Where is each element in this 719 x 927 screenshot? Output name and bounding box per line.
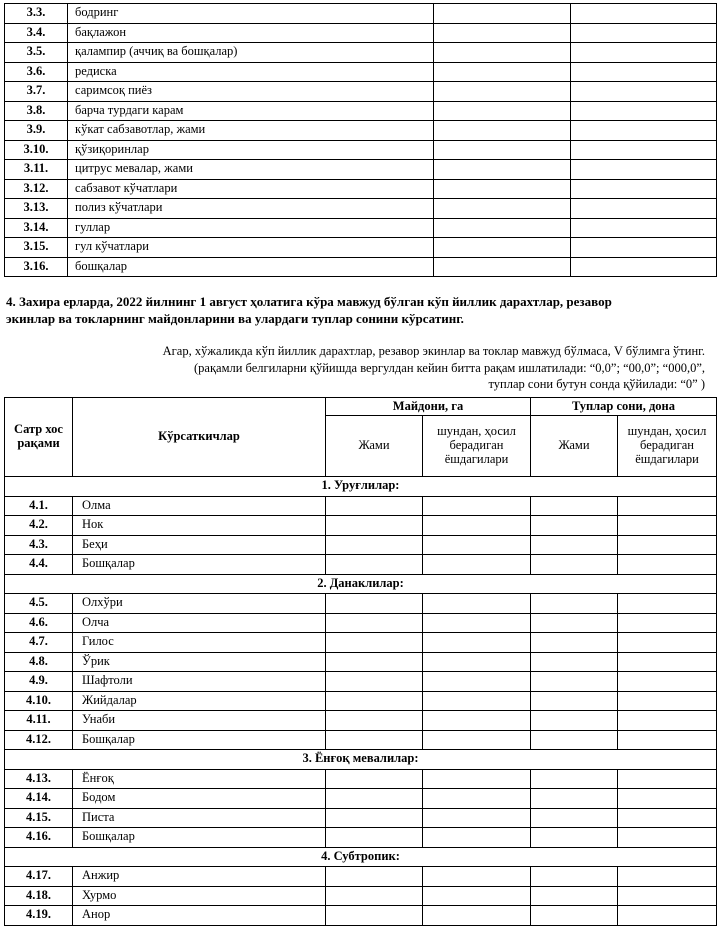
row-number: 4.4. bbox=[5, 555, 73, 575]
area-total-cell[interactable] bbox=[326, 496, 423, 516]
row-label: Олхўри bbox=[73, 594, 326, 614]
header-bushes-total: Жами bbox=[531, 416, 618, 477]
row-label: гуллар bbox=[68, 218, 434, 238]
bushes-bearing-cell[interactable] bbox=[618, 594, 717, 614]
area-bearing-cell[interactable] bbox=[423, 769, 531, 789]
row-number: 3.12. bbox=[5, 179, 68, 199]
row-label: редиска bbox=[68, 62, 434, 82]
bushes-bearing-cell[interactable] bbox=[618, 730, 717, 750]
group-row bbox=[5, 847, 717, 867]
value-cell[interactable] bbox=[571, 218, 717, 238]
bushes-total-cell[interactable] bbox=[531, 886, 618, 906]
value-cell[interactable] bbox=[434, 140, 571, 160]
area-bearing-cell[interactable] bbox=[423, 496, 531, 516]
bushes-total-cell[interactable] bbox=[531, 867, 618, 887]
bushes-total-cell[interactable] bbox=[531, 672, 618, 692]
bushes-total-cell[interactable] bbox=[531, 906, 618, 926]
row-number: 3.8. bbox=[5, 101, 68, 121]
table-row bbox=[5, 23, 717, 43]
bushes-total-cell[interactable] bbox=[531, 496, 618, 516]
area-total-cell[interactable] bbox=[326, 730, 423, 750]
area-total-cell[interactable] bbox=[326, 711, 423, 731]
area-total-cell[interactable] bbox=[326, 672, 423, 692]
row-number: 3.5. bbox=[5, 43, 68, 63]
area-bearing-cell[interactable] bbox=[423, 672, 531, 692]
row-label: бодринг bbox=[68, 4, 434, 24]
header-bushes-bearing: шундан, ҳосил берадиган ёшдагилари bbox=[618, 416, 717, 477]
value-cell[interactable] bbox=[571, 43, 717, 63]
area-bearing-cell[interactable] bbox=[423, 828, 531, 848]
bushes-bearing-cell[interactable] bbox=[618, 711, 717, 731]
row-label: Писта bbox=[73, 808, 326, 828]
table-row bbox=[5, 535, 717, 555]
bushes-bearing-cell[interactable] bbox=[618, 867, 717, 887]
header-area-total: Жами bbox=[326, 416, 423, 477]
area-total-cell[interactable] bbox=[326, 906, 423, 926]
value-cell[interactable] bbox=[434, 121, 571, 141]
value-cell[interactable] bbox=[571, 82, 717, 102]
header-bushes: Туплар сони, дона bbox=[531, 398, 717, 416]
area-bearing-cell[interactable] bbox=[423, 652, 531, 672]
bushes-bearing-cell[interactable] bbox=[618, 535, 717, 555]
table-row bbox=[5, 160, 717, 180]
row-label: Жийдалар bbox=[73, 691, 326, 711]
table-row bbox=[5, 672, 717, 692]
group-row bbox=[5, 574, 717, 594]
row-label: Бошқалар bbox=[73, 828, 326, 848]
bushes-bearing-cell[interactable] bbox=[618, 496, 717, 516]
area-total-cell[interactable] bbox=[326, 652, 423, 672]
table-row bbox=[5, 711, 717, 731]
value-cell[interactable] bbox=[434, 160, 571, 180]
value-cell[interactable] bbox=[434, 101, 571, 121]
value-cell[interactable] bbox=[571, 199, 717, 219]
table-row bbox=[5, 906, 717, 926]
row-number: 3.14. bbox=[5, 218, 68, 238]
row-label: қўзиқоринлар bbox=[68, 140, 434, 160]
section4-heading-line1: 4. Захира ерларда, 2022 йилнинг 1 август ҳолатига кўра мавжуд бўлган кўп йиллик дарахтлар, резавор bbox=[6, 294, 612, 309]
row-label: Бошқалар bbox=[73, 730, 326, 750]
value-cell[interactable] bbox=[571, 179, 717, 199]
bushes-bearing-cell[interactable] bbox=[618, 633, 717, 653]
area-total-cell[interactable] bbox=[326, 789, 423, 809]
bushes-total-cell[interactable] bbox=[531, 730, 618, 750]
area-total-cell[interactable] bbox=[326, 535, 423, 555]
row-label: Анжир bbox=[73, 867, 326, 887]
row-number: 4.7. bbox=[5, 633, 73, 653]
section4-note bbox=[65, 343, 705, 393]
row-number: 4.17. bbox=[5, 867, 73, 887]
table-row bbox=[5, 179, 717, 199]
row-label: саримсоқ пиёз bbox=[68, 82, 434, 102]
bushes-total-cell[interactable] bbox=[531, 594, 618, 614]
value-cell[interactable] bbox=[434, 238, 571, 258]
table-row bbox=[5, 730, 717, 750]
row-number: 3.3. bbox=[5, 4, 68, 24]
section4-table-header bbox=[5, 398, 717, 477]
value-cell[interactable] bbox=[434, 23, 571, 43]
note-line1: Агар, хўжаликда кўп йиллик дарахтлар, резавор экинлар ва токлар мавжуд бўлмаса, V бўлимга ўтинг. bbox=[162, 344, 705, 358]
area-total-cell[interactable] bbox=[326, 594, 423, 614]
value-cell[interactable] bbox=[434, 62, 571, 82]
area-total-cell[interactable] bbox=[326, 691, 423, 711]
area-bearing-cell[interactable] bbox=[423, 711, 531, 731]
bushes-bearing-cell[interactable] bbox=[618, 691, 717, 711]
row-label: Ўрик bbox=[73, 652, 326, 672]
section4-heading-line2: экинлар ва токларнинг майдонларини ва улардаги туплар сонини кўрсатинг. bbox=[6, 311, 464, 326]
row-label: Хурмо bbox=[73, 886, 326, 906]
row-number: 3.13. bbox=[5, 199, 68, 219]
value-cell[interactable] bbox=[571, 23, 717, 43]
value-cell[interactable] bbox=[571, 238, 717, 258]
table-row bbox=[5, 769, 717, 789]
table-row bbox=[5, 555, 717, 575]
area-bearing-cell[interactable] bbox=[423, 535, 531, 555]
section3-table bbox=[4, 3, 717, 277]
bushes-total-cell[interactable] bbox=[531, 652, 618, 672]
area-total-cell[interactable] bbox=[326, 828, 423, 848]
table-row bbox=[5, 4, 717, 24]
row-label: Шафтоли bbox=[73, 672, 326, 692]
bushes-total-cell[interactable] bbox=[531, 789, 618, 809]
row-number: 4.9. bbox=[5, 672, 73, 692]
bushes-bearing-cell[interactable] bbox=[618, 769, 717, 789]
bushes-bearing-cell[interactable] bbox=[618, 886, 717, 906]
row-number: 3.15. bbox=[5, 238, 68, 258]
area-bearing-cell[interactable] bbox=[423, 906, 531, 926]
bushes-total-cell[interactable] bbox=[531, 769, 618, 789]
row-number: 4.3. bbox=[5, 535, 73, 555]
row-label: Нок bbox=[73, 516, 326, 536]
row-label: Бошқалар bbox=[73, 555, 326, 575]
bushes-bearing-cell[interactable] bbox=[618, 672, 717, 692]
bushes-total-cell[interactable] bbox=[531, 633, 618, 653]
value-cell[interactable] bbox=[434, 4, 571, 24]
bushes-bearing-cell[interactable] bbox=[618, 555, 717, 575]
row-label: цитрус мевалар, жами bbox=[68, 160, 434, 180]
bushes-bearing-cell[interactable] bbox=[618, 613, 717, 633]
row-label: Беҳи bbox=[73, 535, 326, 555]
row-number: 3.16. bbox=[5, 257, 68, 277]
table-row bbox=[5, 691, 717, 711]
bushes-bearing-cell[interactable] bbox=[618, 808, 717, 828]
row-label: Анор bbox=[73, 906, 326, 926]
row-number: 3.4. bbox=[5, 23, 68, 43]
table-row bbox=[5, 121, 717, 141]
area-bearing-cell[interactable] bbox=[423, 867, 531, 887]
header-area-bearing: шундан, ҳосил берадиган ёшдагилари bbox=[423, 416, 531, 477]
table-row bbox=[5, 238, 717, 258]
area-bearing-cell[interactable] bbox=[423, 730, 531, 750]
area-total-cell[interactable] bbox=[326, 516, 423, 536]
row-label: кўкат сабзавотлар, жами bbox=[68, 121, 434, 141]
row-number: 4.19. bbox=[5, 906, 73, 926]
row-label: Ёнғоқ bbox=[73, 769, 326, 789]
area-bearing-cell[interactable] bbox=[423, 886, 531, 906]
group-title: 2. Данаклилар: bbox=[5, 574, 717, 594]
row-label: барча турдаги карам bbox=[68, 101, 434, 121]
row-number: 4.1. bbox=[5, 496, 73, 516]
row-label: Унаби bbox=[73, 711, 326, 731]
row-number: 4.8. bbox=[5, 652, 73, 672]
bushes-bearing-cell[interactable] bbox=[618, 789, 717, 809]
value-cell[interactable] bbox=[434, 199, 571, 219]
table-row bbox=[5, 633, 717, 653]
table-row bbox=[5, 101, 717, 121]
row-number: 4.12. bbox=[5, 730, 73, 750]
table-row bbox=[5, 140, 717, 160]
table-row bbox=[5, 82, 717, 102]
table-row bbox=[5, 199, 717, 219]
row-number: 4.14. bbox=[5, 789, 73, 809]
row-label: Олма bbox=[73, 496, 326, 516]
section4-table-body bbox=[5, 477, 717, 926]
row-number: 4.10. bbox=[5, 691, 73, 711]
row-number: 3.10. bbox=[5, 140, 68, 160]
value-cell[interactable] bbox=[571, 121, 717, 141]
row-number: 4.18. bbox=[5, 886, 73, 906]
note-line2: (рақамли белгиларни қўйишда вергулдан кейин битта рақам ишлатилади: “0,0”; “00,0”; “000,0”, bbox=[193, 360, 705, 375]
row-number: 4.6. bbox=[5, 613, 73, 633]
table-row bbox=[5, 652, 717, 672]
table-row bbox=[5, 218, 717, 238]
table-row bbox=[5, 867, 717, 887]
table-row bbox=[5, 613, 717, 633]
area-bearing-cell[interactable] bbox=[423, 555, 531, 575]
note-line3: туплар сони бутун сонда қўйилади: “0” ) bbox=[488, 377, 705, 391]
row-label: Бодом bbox=[73, 789, 326, 809]
area-total-cell[interactable] bbox=[326, 867, 423, 887]
bushes-total-cell[interactable] bbox=[531, 613, 618, 633]
area-total-cell[interactable] bbox=[326, 613, 423, 633]
header-indicators: Кўрсаткичлар bbox=[73, 398, 326, 477]
row-label: бақлажон bbox=[68, 23, 434, 43]
bushes-total-cell[interactable] bbox=[531, 808, 618, 828]
table-row bbox=[5, 496, 717, 516]
table-row bbox=[5, 828, 717, 848]
table-row bbox=[5, 886, 717, 906]
row-number: 3.7. bbox=[5, 82, 68, 102]
value-cell[interactable] bbox=[434, 179, 571, 199]
header-row-number: Сатр хос рақами bbox=[5, 398, 73, 477]
row-number: 4.16. bbox=[5, 828, 73, 848]
bushes-total-cell[interactable] bbox=[531, 691, 618, 711]
area-total-cell[interactable] bbox=[326, 769, 423, 789]
section4-table bbox=[4, 397, 717, 926]
area-total-cell[interactable] bbox=[326, 633, 423, 653]
row-label: гул кўчатлари bbox=[68, 238, 434, 258]
row-label: бошқалар bbox=[68, 257, 434, 277]
group-title: 1. Уруғлилар: bbox=[5, 477, 717, 497]
row-number: 4.13. bbox=[5, 769, 73, 789]
value-cell[interactable] bbox=[434, 43, 571, 63]
row-number: 3.9. bbox=[5, 121, 68, 141]
row-label: Олча bbox=[73, 613, 326, 633]
bushes-bearing-cell[interactable] bbox=[618, 652, 717, 672]
table-row bbox=[5, 516, 717, 536]
bushes-bearing-cell[interactable] bbox=[618, 828, 717, 848]
row-label: Гилос bbox=[73, 633, 326, 653]
area-total-cell[interactable] bbox=[326, 555, 423, 575]
section3-table-body bbox=[5, 4, 717, 277]
table-row bbox=[5, 62, 717, 82]
value-cell[interactable] bbox=[571, 4, 717, 24]
table-row bbox=[5, 789, 717, 809]
bushes-total-cell[interactable] bbox=[531, 828, 618, 848]
group-title: 4. Субтропик: bbox=[5, 847, 717, 867]
group-row bbox=[5, 477, 717, 497]
bushes-total-cell[interactable] bbox=[531, 516, 618, 536]
value-cell[interactable] bbox=[571, 257, 717, 277]
row-number: 4.2. bbox=[5, 516, 73, 536]
bushes-total-cell[interactable] bbox=[531, 535, 618, 555]
value-cell[interactable] bbox=[571, 160, 717, 180]
area-bearing-cell[interactable] bbox=[423, 516, 531, 536]
value-cell[interactable] bbox=[571, 140, 717, 160]
section4-heading bbox=[6, 293, 706, 327]
area-bearing-cell[interactable] bbox=[423, 613, 531, 633]
area-bearing-cell[interactable] bbox=[423, 789, 531, 809]
table-row bbox=[5, 594, 717, 614]
bushes-bearing-cell[interactable] bbox=[618, 906, 717, 926]
table-row bbox=[5, 808, 717, 828]
area-bearing-cell[interactable] bbox=[423, 808, 531, 828]
value-cell[interactable] bbox=[571, 62, 717, 82]
bushes-total-cell[interactable] bbox=[531, 555, 618, 575]
row-label: полиз кўчатлари bbox=[68, 199, 434, 219]
bushes-total-cell[interactable] bbox=[531, 711, 618, 731]
value-cell[interactable] bbox=[434, 82, 571, 102]
table-row bbox=[5, 257, 717, 277]
area-bearing-cell[interactable] bbox=[423, 691, 531, 711]
header-area: Майдони, га bbox=[326, 398, 531, 416]
table-row bbox=[5, 43, 717, 63]
row-label: қалампир (аччиқ ва бошқалар) bbox=[68, 43, 434, 63]
area-total-cell[interactable] bbox=[326, 808, 423, 828]
group-title: 3. Ёнғоқ мевалилар: bbox=[5, 750, 717, 770]
area-bearing-cell[interactable] bbox=[423, 594, 531, 614]
row-label: сабзавот кўчатлари bbox=[68, 179, 434, 199]
row-number: 4.5. bbox=[5, 594, 73, 614]
row-number: 4.11. bbox=[5, 711, 73, 731]
area-total-cell[interactable] bbox=[326, 886, 423, 906]
row-number: 4.15. bbox=[5, 808, 73, 828]
value-cell[interactable] bbox=[434, 218, 571, 238]
area-bearing-cell[interactable] bbox=[423, 633, 531, 653]
row-number: 3.6. bbox=[5, 62, 68, 82]
row-number: 3.11. bbox=[5, 160, 68, 180]
value-cell[interactable] bbox=[571, 101, 717, 121]
group-row bbox=[5, 750, 717, 770]
value-cell[interactable] bbox=[434, 257, 571, 277]
bushes-bearing-cell[interactable] bbox=[618, 516, 717, 536]
